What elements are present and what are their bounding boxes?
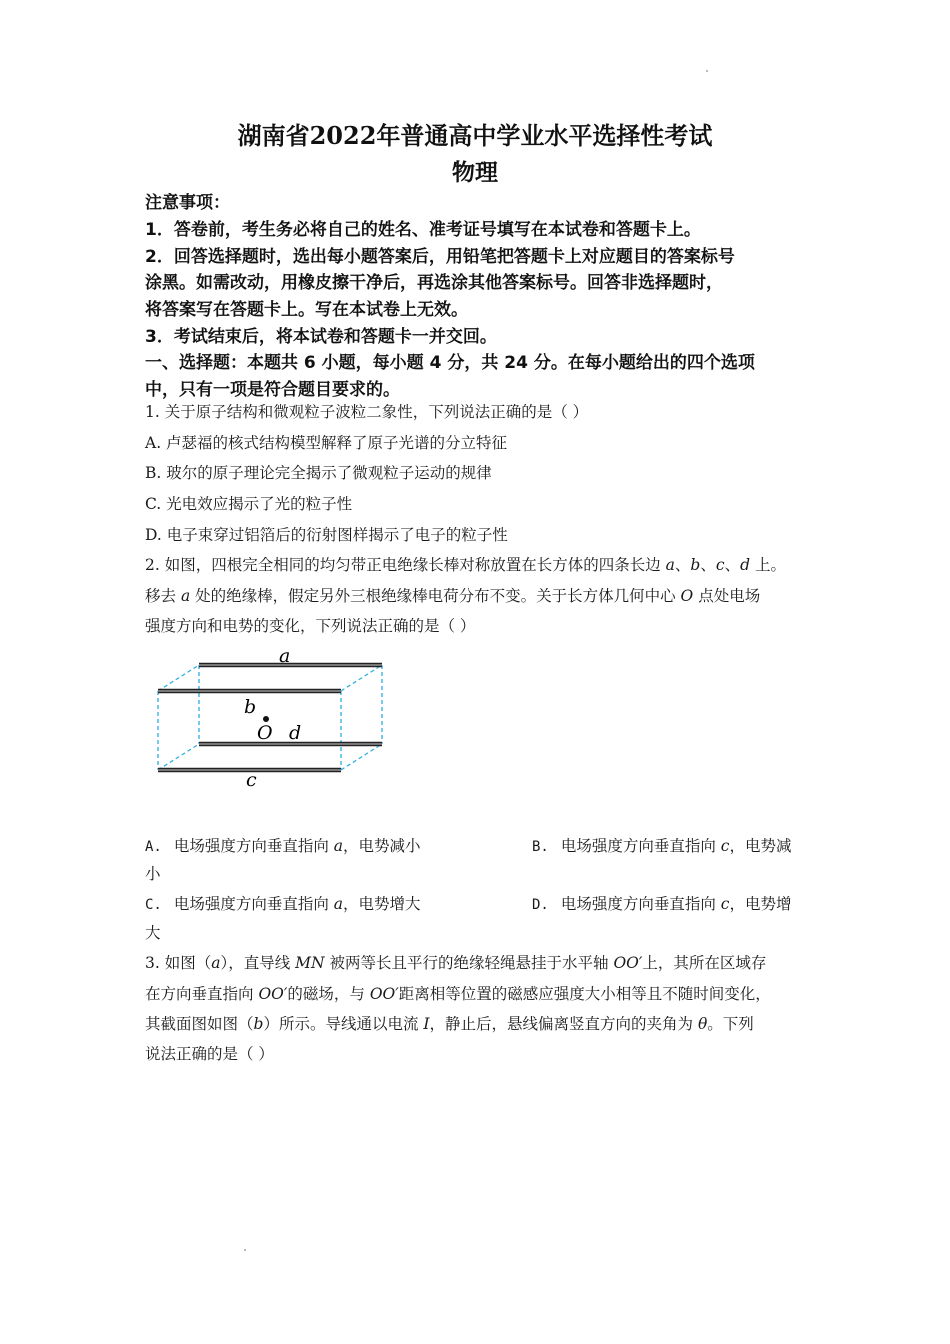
q3-stem-line2 [145,982,771,1004]
label-c: c [246,769,257,791]
q3-stem-line4: 说法正确的是（ ） [145,1045,274,1063]
label-d: d [289,722,302,744]
scan-speck [706,70,708,72]
q3-var: OO′ [369,985,399,1003]
option-var: a [333,895,344,913]
edge [158,744,199,770]
scan-speck [244,1249,246,1251]
q3-text: 的磁场，与 [287,985,370,1003]
var-c: c [715,556,725,574]
q2-option-d-wrap: 大 [145,924,161,942]
q2-text: 上。 [750,556,786,574]
q2-stem-line2 [145,584,760,606]
q2-figure [145,645,405,795]
q2-option-b-wrap: 小 [145,865,161,883]
q3-var: OO′ [613,954,643,972]
notice-item: 1．答卷前，考生务必将自己的姓名、准考证号填写在本试卷和答题卡上。 [145,220,701,240]
q2-option-a [145,834,421,856]
section-heading: 一、选择题：本题共 6 小题，每小题 4 分，共 24 分。在每小题给出的四个选项 [145,353,755,373]
q3-text: 上，其所在区域存 [642,954,767,972]
label-o: O [257,722,273,744]
q3-text: 。下列 [707,1015,754,1033]
notice-item: 涂黑。如需改动，用橡皮擦干净后，再选涂其他答案标号。回答非选择题时， [145,273,723,293]
q3-text: 被两等长且平行的绝缘轻绳悬挂于水平轴 [324,954,614,972]
q2-text: 点处电场 [693,587,761,605]
q1-option-d: D. 电子束穿过铝箔后的衍射图样揭示了电子的粒子性 [145,526,508,544]
q2-text: 2. 如图，四根完全相同的均匀带正电绝缘长棒对称放置在长方体的四条长边 [145,556,666,574]
option-text: 电场强度方向垂直指向 [173,837,334,855]
q2-text: 处的绝缘棒，假定另外三根绝缘棒电荷分布不变。关于长方体几何中心 [190,587,681,605]
notice-heading: 注意事项： [145,193,230,213]
edge [158,665,199,691]
q3-var: θ [697,1015,708,1033]
label-a: a [279,645,291,667]
var-d: d [740,556,751,574]
var-b: b [690,556,701,574]
option-text: ，电势减 [729,837,792,855]
q2-option-b [532,834,792,856]
notice-item: 将答案写在答题卡上。写在本试卷上无效。 [145,300,468,320]
q1-option-b: B. 玻尔的原子理论完全揭示了微观粒子运动的规律 [145,464,492,482]
option-text: 电场强度方向垂直指向 [560,837,721,855]
option-var: c [720,895,730,913]
q3-var: I [423,1015,430,1033]
q2-stem-line1: 2. 如图，四根完全相同的均匀带正电绝缘长棒对称放置在长方体的四条长边 a、b、c、d 上。 [145,556,786,574]
notice-item: 2．回答选择题时，选出每小题答案后，用铅笔把答题卡上对应题目的答案标号 [145,247,735,267]
q3-var: a [211,954,221,972]
q3-text: ），直导线 [220,954,296,972]
q3-text: 3. 如图（ [145,954,212,972]
q3-stem-line3 [145,1012,754,1034]
q2-text: 移去 [145,587,181,605]
q3-var: b [253,1015,264,1033]
q3-text: 距离相等位置的磁感应强度大小相等且不随时间变化， [398,985,771,1003]
q3-var: MN [295,954,325,972]
section-heading-cont: 中，只有一项是符合题目要求的。 [145,380,400,400]
edge [341,744,382,770]
q3-var: OO′ [258,985,288,1003]
edge [341,665,382,691]
q2-stem-line3: 强度方向和电势的变化，下列说法正确的是（ ） [145,617,476,635]
exam-title: 湖南省2022年普通高中学业水平选择性考试 [237,121,713,150]
var-a: a [180,587,191,605]
subject-title: 物理 [452,159,498,186]
q3-text: ）所示。导线通以电流 [263,1015,424,1033]
cuboid-dashed-edges [158,665,382,770]
option-letter: B. [532,839,549,855]
option-letter: A. [145,839,162,855]
label-b: b [244,696,257,718]
q3-text: ，静止后，悬线偏离竖直方向的夹角为 [429,1015,698,1033]
q1-stem: 1. 关于原子结构和微观粒子波粒二象性，下列说法正确的是（ ） [145,403,589,421]
q2-option-c [145,892,421,914]
option-text: 电场强度方向垂直指向 [560,895,721,913]
q2-option-d [532,892,792,914]
option-letter: C. [145,897,162,913]
option-text: ，电势增 [729,895,792,913]
option-letter: D. [532,897,549,913]
q3-text: 其截面图如图（ [145,1015,254,1033]
option-text: ，电势减小 [343,837,421,855]
option-text: ，电势增大 [343,895,421,913]
q3-stem-line1 [145,951,766,973]
q3-text: 在方向垂直指向 [145,985,259,1003]
notice-item: 3．考试结束后，将本试卷和答题卡一并交回。 [145,327,497,347]
var-a: a [665,556,675,574]
var-o: O [680,587,694,605]
q1-option-c: C. 光电效应揭示了光的粒子性 [145,495,353,513]
option-var: a [333,837,344,855]
option-text: 电场强度方向垂直指向 [173,895,334,913]
q1-option-a: A. 卢瑟福的核式结构模型解释了原子光谱的分立特征 [145,434,508,452]
option-var: c [720,837,730,855]
